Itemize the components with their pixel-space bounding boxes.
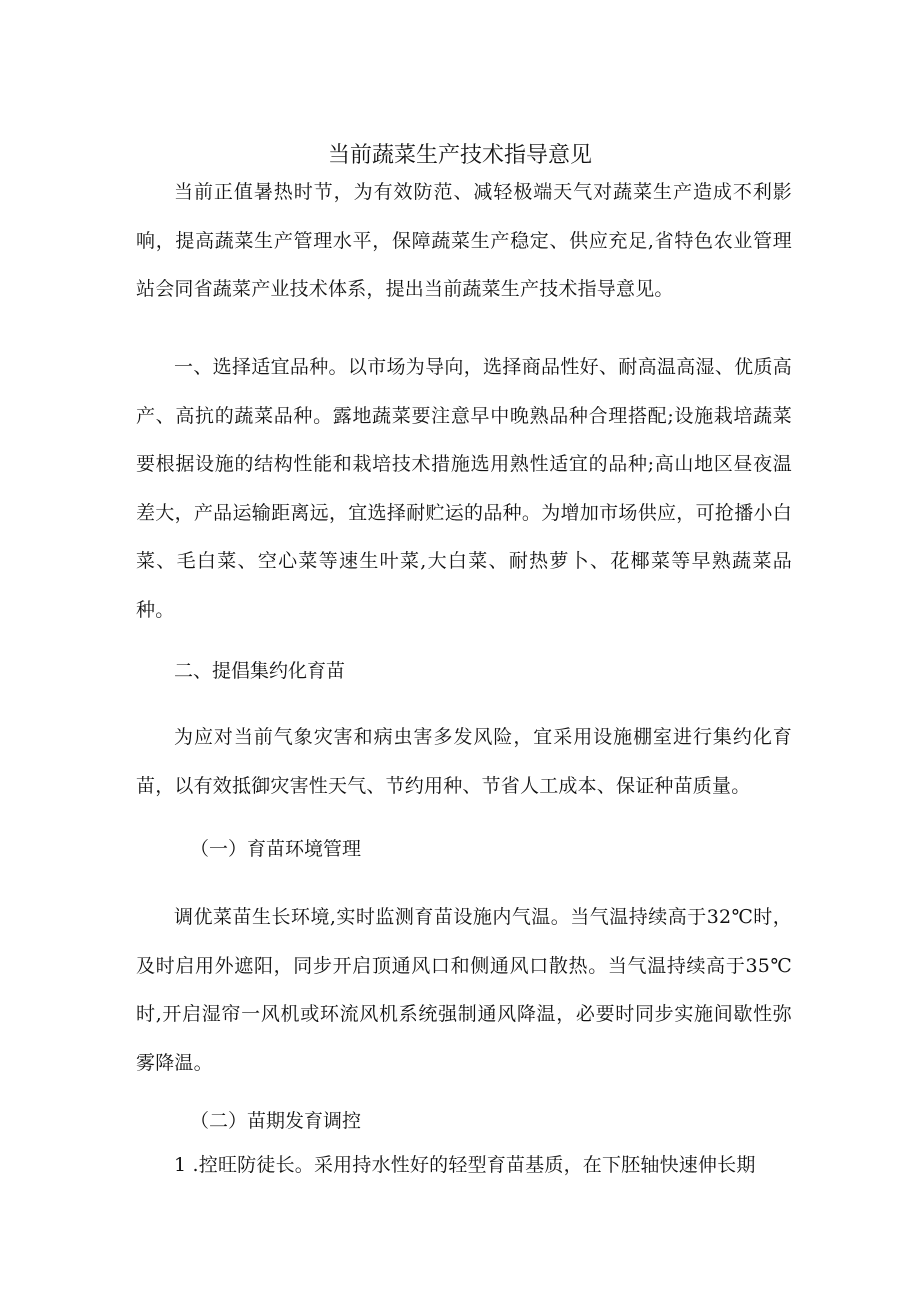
- subsection-1-heading: （一）育苗环境管理: [190, 838, 362, 860]
- intro-paragraph: 当前正值暑热时节，为有效防范、减轻极端天气对蔬菜生产造成不利影响，提高蔬菜生产管理水平，保障蔬菜生产稳定、供应充足,省特色农业管理站会同省蔬菜产业技术体系，提出当前蔬菜生产技术指导意见。: [136, 181, 792, 300]
- item-1-paragraph: 1 .控旺防徒长。采用持水性好的轻型育苗基质，在下胚轴快速伸长期: [174, 1154, 756, 1176]
- section-2-paragraph: 为应对当前气象灾害和病虫害多发风险，宜采用设施棚室进行集约化育苗，以有效抵御灾害性天气、节约用种、节省人工成本、保证种苗质量。: [136, 726, 792, 797]
- subsection-2-heading: （二）苗期发育调控: [190, 1110, 362, 1132]
- subsection-1-paragraph: 调优菜苗生长环境,实时监测育苗设施内气温。当气温持续高于32℃时，及时启用外遮阳，同步开启顶通风口和侧通风口散热。当气温持续高于35℃时,开启湿帘一风机或环流风机系统强制通风降温，必要时同步实施间歇性弥雾降温。: [136, 906, 792, 1074]
- section-2-heading: 二、提倡集约化育苗: [174, 660, 346, 682]
- section-1-paragraph: 一、选择适宜品种。以市场为导向，选择商品性好、耐高温高湿、优质高产、高抗的蔬菜品种。露地蔬菜要注意早中晚熟品种合理搭配;设施栽培蔬菜要根据设施的结构性能和栽培技术措施选用熟性适宜的品种;高山地区昼夜温差大，产品运输距离远，宜选择耐贮运的品种。为增加市场供应，可抢播小白菜、毛白菜、空心菜等速生叶菜,大白菜、耐热萝卜、花椰菜等早熟蔬菜品种。: [136, 356, 792, 621]
- document-title: 当前蔬菜生产技术指导意见: [327, 143, 592, 168]
